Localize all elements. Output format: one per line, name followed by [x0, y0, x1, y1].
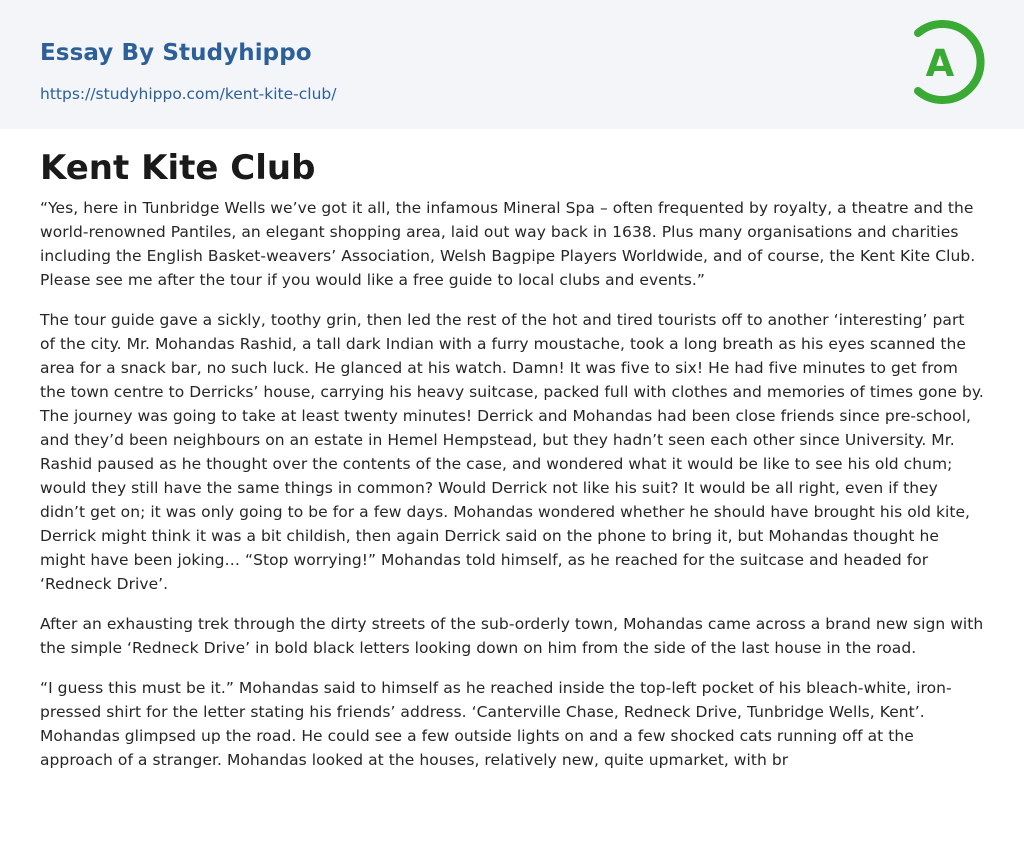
logo-letter: A — [925, 42, 955, 85]
essay-paragraph-4: “I guess this must be it.” Mohandas said to himself as he reached inside the top-left pocket of his bleach-white, iron-pressed shirt for the letter stating his friends’ address. ‘Canterville Chase, Redneck Drive, Tunbridge Wells, Kent’. Mohandas glimpsed up the road. He could see a few outside lights on and a few shocked cats running off at the approach of a stranger. Mohandas looked at the houses, relatively new, quite upmarket, with br — [40, 679, 952, 770]
page-header — [0, 0, 1024, 129]
essay-url-link[interactable]: https://studyhippo.com/kent-kite-club/ — [40, 85, 337, 103]
essay-paragraph-1: “Yes, here in Tunbridge Wells we’ve got it all, the infamous Mineral Spa – often frequented by royalty, a theatre and the world-renowned Pantiles, an elegant shopping area, laid out way back in 1638. Plus many organisations and charities including the English Basket-weavers’ Association, Welsh Bagpipe Players Worldwide, and of course, the Kent Kite Club. Please see me after the tour if you would like a free guide to local clubs and events.” — [40, 199, 976, 290]
studyhippo-logo-icon[interactable] — [912, 20, 986, 104]
essay-paragraph-3: After an exhausting trek through the dirty streets of the sub-orderly town, Mohandas came across a brand new sign with the simple ‘Redneck Drive’ in bold black letters looking down on him from the side of the last house in the road. — [40, 615, 984, 658]
article-body — [0, 129, 1024, 772]
essay-title: Kent Kite Club — [40, 148, 316, 188]
essay-paragraph-2: The tour guide gave a sickly, toothy grin, then led the rest of the hot and tired tourists off to another ‘interesting’ part of the city. Mr. Mohandas Rashid, a tall dark Indian with a furry moustache, took a long breath as his eyes scanned the area for a snack bar, no such luck. He glanced at his watch. Damn! It was five to six! He had five minutes to get from the town centre to Derricks’ house, carrying his heavy suitcase, packed full with clothes and memories of times gone by. The journey was going to take at least twenty minutes! Derrick and Mohandas had been close friends since pre-school, and they’d been neighbours on an estate in Hemel Hempstead, but they hadn’t seen each other since University. Mr. Rashid paused as he thought over the contents of the case, and wondered what it would be like to see his old chum; would they still have the same things in common? Would Derrick not like his suit? It would be all right, even if they didn’t get on; it was only going to be for a few days. Mohandas wondered whether he should have brought his old kite, Derrick might think it was a bit childish, then again Derrick said on the phone to bring it, but Mohandas thought he might have been joking… “Stop worrying!” Mohandas told himself, as he reached for the suitcase and headed for ‘Redneck Drive’. — [40, 311, 984, 594]
site-brand[interactable]: Essay By Studyhippo — [40, 40, 312, 66]
